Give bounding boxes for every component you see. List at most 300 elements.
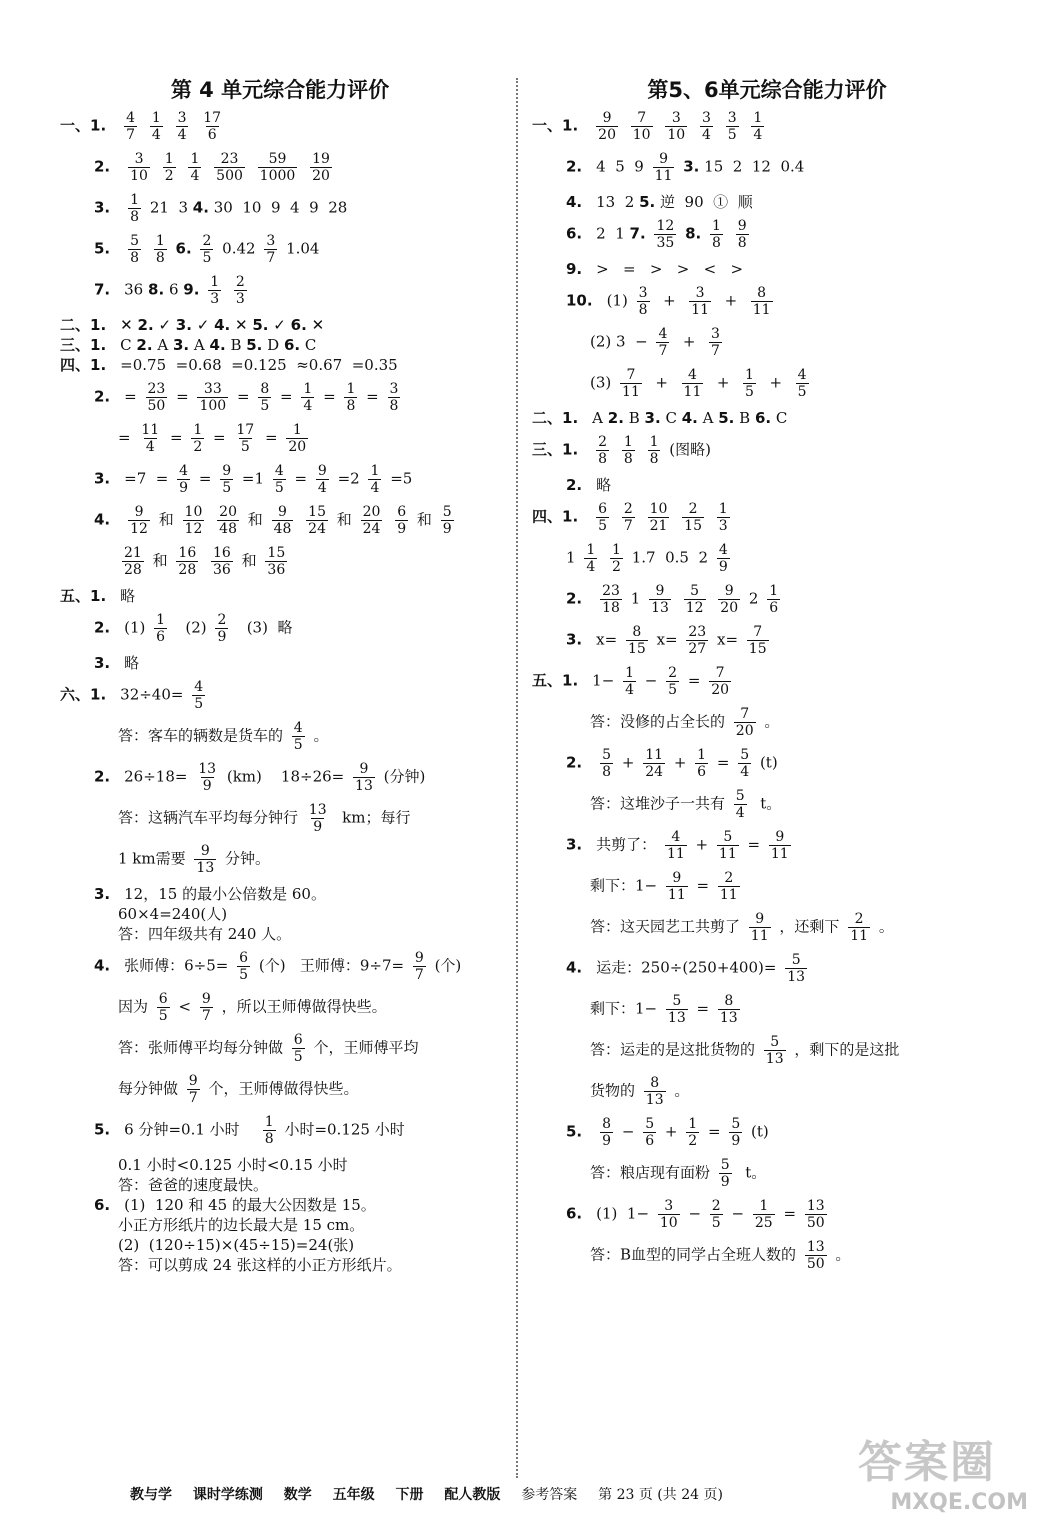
- fraction-denominator: 50: [806, 1215, 825, 1231]
- question-number: 3.: [94, 654, 111, 672]
- answer-text: t。: [740, 1163, 767, 1182]
- answer-line: [60, 192, 500, 225]
- fraction: [264, 233, 277, 266]
- section-number: 四、: [60, 356, 91, 374]
- left-answers: [60, 110, 500, 1275]
- answer-line: [532, 1116, 1002, 1149]
- right-answers: [532, 110, 1002, 1272]
- column-divider: [516, 78, 518, 1478]
- fraction: [139, 422, 161, 455]
- question-number: 3.: [94, 198, 111, 217]
- fraction-denominator: 28: [178, 562, 197, 578]
- answer-line: [532, 1157, 1002, 1190]
- fraction: [353, 761, 375, 794]
- right-column: [532, 70, 1002, 1280]
- fraction: [234, 422, 256, 455]
- answer-line: [532, 665, 1002, 698]
- fraction-denominator: 6: [156, 629, 166, 645]
- fraction: [644, 1075, 666, 1108]
- fraction-denominator: 27: [688, 641, 707, 657]
- fraction-numerator: 1: [156, 612, 166, 628]
- question-number: 2.: [566, 589, 583, 608]
- answer-text: 答：这天园艺工共剪了: [590, 917, 741, 936]
- answer-text: =: [265, 428, 278, 447]
- fraction-denominator: 500: [216, 168, 243, 184]
- fraction: [286, 422, 308, 455]
- fraction: [666, 993, 688, 1026]
- question-number: 2.: [137, 316, 154, 334]
- answer-line: [532, 408, 1002, 428]
- fraction-numerator: 9: [201, 991, 211, 1007]
- fraction-numerator: 1: [292, 422, 302, 438]
- answer-text: −: [644, 671, 658, 690]
- fraction: [689, 285, 711, 318]
- fraction-denominator: 21: [649, 518, 668, 534]
- fraction-denominator: 5: [668, 682, 678, 698]
- question-number: 5.: [252, 316, 269, 334]
- answer-text: (3) 略: [237, 618, 293, 637]
- question-number: 3.: [175, 316, 192, 334]
- fraction-denominator: 5: [194, 696, 204, 712]
- fraction: [316, 463, 329, 496]
- fraction-denominator: 10: [667, 127, 686, 143]
- answer-text: (t): [751, 1122, 769, 1141]
- fraction-numerator: 5: [731, 1116, 741, 1132]
- answer-line: [60, 1195, 500, 1215]
- fraction-numerator: 4: [658, 326, 668, 342]
- question-number: 2.: [94, 618, 111, 637]
- answer-text: −: [621, 1122, 635, 1141]
- fraction: [211, 545, 233, 578]
- fraction-denominator: 13: [719, 1010, 738, 1026]
- answer-text: 。: [313, 726, 329, 745]
- question-number: 9.: [183, 280, 200, 299]
- fraction-denominator: 36: [213, 562, 231, 578]
- fraction: [214, 151, 245, 184]
- answer-text: 答：四年级共有 240 人。: [118, 925, 292, 943]
- answer-text: +: [695, 835, 709, 854]
- fraction-denominator: 4: [586, 559, 596, 575]
- question-number: 6.: [566, 1204, 583, 1223]
- fraction-denominator: 7: [414, 967, 424, 983]
- fraction-numerator: 9: [134, 504, 144, 520]
- fraction-numerator: 6: [293, 1032, 303, 1048]
- fraction-denominator: 9: [718, 559, 728, 575]
- watermark-url: MXQE.COM: [890, 1490, 1028, 1515]
- fraction: [600, 1116, 613, 1149]
- answer-text: 6: [168, 280, 179, 299]
- fraction-numerator: 1: [769, 583, 779, 599]
- answer-text: 答：可以剪成 24 张这样的小正方形纸片。: [118, 1256, 402, 1274]
- question-number: 6.: [94, 1196, 111, 1214]
- fraction-numerator: 1: [151, 110, 161, 126]
- question-number: 4.: [214, 316, 231, 334]
- fraction-denominator: 11: [691, 302, 710, 318]
- answer-text: =0.75 =0.68 =0.125 ≈0.67 =0.35: [120, 356, 398, 374]
- fraction-denominator: 50: [147, 398, 166, 414]
- answer-text: =: [176, 387, 189, 406]
- answer-line: [60, 720, 500, 753]
- fraction: [622, 501, 635, 534]
- question-number: 7.: [629, 224, 646, 243]
- fraction: [200, 991, 213, 1024]
- fraction-denominator: 11: [622, 384, 640, 400]
- fraction-denominator: 8: [155, 250, 165, 266]
- fraction: [258, 151, 298, 184]
- fraction: [596, 434, 609, 467]
- answer-line: [532, 218, 1002, 251]
- answer-text: 。: [764, 712, 780, 731]
- answer-text: −: [731, 1204, 745, 1223]
- answer-text: (2): [175, 618, 207, 637]
- fraction: [183, 504, 205, 537]
- fraction-denominator: 5: [158, 1008, 168, 1024]
- answer-text: =: [118, 428, 131, 447]
- fraction-numerator: 15: [267, 545, 286, 561]
- fraction-denominator: 2: [688, 1133, 698, 1149]
- fraction-denominator: 4: [370, 480, 380, 496]
- fraction: [124, 110, 137, 143]
- section-number: 三、: [60, 336, 91, 354]
- answer-line: [60, 1255, 500, 1275]
- fraction-numerator: 8: [602, 1116, 612, 1132]
- fraction-numerator: 9: [278, 504, 287, 520]
- answer-text: =: [294, 469, 308, 488]
- fraction-numerator: 20: [219, 504, 237, 520]
- fraction-numerator: 23: [147, 381, 166, 397]
- answer-text: =: [213, 428, 226, 447]
- question-number: 4.: [566, 958, 583, 977]
- fraction-numerator: 1: [155, 233, 165, 249]
- answer-text: 运走：250÷(250+400)=: [596, 958, 777, 977]
- fraction-denominator: 11: [666, 846, 685, 862]
- answer-text: =: [280, 387, 293, 406]
- answer-text: A: [592, 409, 603, 427]
- fraction: [220, 463, 233, 496]
- fraction: [717, 829, 739, 862]
- left-column: [60, 70, 500, 1275]
- fraction: [769, 829, 791, 862]
- fraction-denominator: 6: [645, 1133, 655, 1149]
- question-number: 6.: [175, 239, 192, 258]
- question-number: 7.: [94, 280, 111, 299]
- section-number: 五、: [532, 671, 563, 690]
- fraction: [301, 381, 314, 414]
- fraction-numerator: 6: [158, 991, 168, 1007]
- question-number: 6.: [290, 316, 307, 334]
- answer-line: [532, 501, 1002, 534]
- fraction-numerator: 2: [598, 434, 608, 450]
- fraction-numerator: 9: [655, 583, 665, 599]
- fraction-numerator: 2: [235, 274, 245, 290]
- answer-line: [532, 326, 1002, 359]
- fraction: [154, 233, 167, 266]
- answer-line: [60, 904, 500, 924]
- question-number: 1.: [90, 587, 107, 605]
- answer-text: 张师傅：6÷5=: [124, 956, 229, 975]
- fraction: [734, 706, 756, 739]
- footer-brand: 教与学: [130, 1487, 172, 1503]
- answer-text: 略: [124, 654, 140, 672]
- fraction: [637, 285, 650, 318]
- answer-text: (图略): [669, 440, 711, 459]
- fraction-numerator: 11: [645, 747, 664, 763]
- fraction-denominator: 8: [712, 235, 721, 251]
- fraction-numerator: 5: [602, 747, 612, 763]
- fraction-numerator: 1: [759, 1198, 769, 1214]
- fraction: [785, 952, 807, 985]
- fraction-denominator: 5: [598, 518, 608, 534]
- fraction-numerator: 1: [190, 151, 200, 167]
- fraction: [717, 542, 730, 575]
- fraction: [648, 501, 670, 534]
- answer-text: =: [236, 387, 250, 406]
- fraction: [177, 463, 190, 496]
- answer-line: [60, 545, 500, 578]
- answer-text: 和: [158, 510, 174, 529]
- fraction: [709, 665, 731, 698]
- question-number: 2.: [566, 753, 583, 772]
- fraction-denominator: 12: [184, 521, 203, 537]
- fraction-numerator: 3: [638, 285, 648, 301]
- answer-line: [532, 747, 1002, 780]
- fraction-denominator: 7: [266, 250, 276, 266]
- fraction: [176, 545, 198, 578]
- answer-text: ✕: [235, 316, 248, 334]
- fraction-numerator: 1: [303, 381, 313, 397]
- fraction-denominator: 11: [719, 887, 738, 903]
- fraction-numerator: 2: [217, 612, 227, 628]
- fraction-numerator: 9: [737, 218, 747, 234]
- fraction-numerator: 16: [213, 545, 231, 561]
- fraction-denominator: 9: [602, 1133, 612, 1149]
- answer-text: > = > > < >: [596, 260, 744, 278]
- answer-text: ，还剩下: [779, 917, 840, 936]
- question-number: 1.: [90, 336, 107, 354]
- answer-text: =: [696, 999, 710, 1018]
- fraction-numerator: 8: [650, 1075, 660, 1091]
- fraction-numerator: 9: [775, 829, 785, 845]
- answer-line: [60, 274, 500, 307]
- question-number: 2.: [607, 409, 624, 427]
- fraction-numerator: 3: [664, 1198, 674, 1214]
- fraction-denominator: 5: [222, 480, 232, 496]
- fraction-numerator: 1: [625, 665, 634, 681]
- answer-text: x=: [596, 630, 618, 649]
- fraction-denominator: 12: [130, 521, 148, 537]
- question-number: 6.: [566, 224, 583, 243]
- fraction-denominator: 4: [177, 127, 187, 143]
- question-number: 2.: [566, 476, 583, 494]
- fraction-denominator: 8: [346, 398, 356, 414]
- fraction-numerator: 4: [687, 367, 697, 383]
- answer-text: +: [658, 291, 681, 310]
- answer-text: ✓: [196, 316, 210, 334]
- fraction-denominator: 10: [130, 168, 148, 184]
- fraction: [272, 504, 294, 537]
- fraction-numerator: 3: [711, 326, 720, 342]
- fraction: [600, 747, 613, 780]
- fraction-numerator: 3: [134, 151, 144, 167]
- answer-text: =: [747, 835, 761, 854]
- fraction-numerator: 10: [649, 501, 668, 517]
- fraction-denominator: 2: [193, 439, 203, 455]
- fraction: [197, 381, 228, 414]
- fraction: [128, 192, 141, 225]
- answer-text: =: [169, 428, 183, 447]
- fraction-numerator: 5: [442, 504, 452, 520]
- fraction-numerator: 9: [317, 463, 327, 479]
- answer-text: 2 1: [596, 224, 625, 243]
- fraction-denominator: 4: [753, 127, 763, 143]
- answer-text: C: [775, 409, 788, 427]
- answer-line: [532, 475, 1002, 495]
- question-number: 1.: [90, 316, 107, 334]
- fraction-denominator: 5: [797, 384, 807, 400]
- question-number: 5.: [718, 409, 735, 427]
- question-number: 5.: [94, 1120, 111, 1139]
- fraction-denominator: 4: [701, 127, 711, 143]
- answer-text: 1 km需要: [118, 849, 186, 868]
- answer-text: +: [764, 373, 787, 392]
- fraction: [620, 367, 642, 400]
- question-number: 2.: [94, 387, 111, 406]
- fraction: [292, 720, 305, 753]
- fraction-numerator: 5: [130, 233, 140, 249]
- answer-line: [532, 1034, 1002, 1067]
- fraction: [187, 1073, 200, 1106]
- fraction-denominator: 13: [645, 1092, 664, 1108]
- answer-text: +: [678, 332, 701, 351]
- answer-text: (1): [124, 618, 146, 637]
- fraction-numerator: 2: [202, 233, 212, 249]
- fraction-denominator: 7: [188, 1090, 198, 1106]
- fraction: [610, 542, 623, 575]
- fraction-denominator: 36: [267, 562, 286, 578]
- fraction-denominator: 7: [623, 518, 633, 534]
- question-number: 10.: [566, 291, 593, 310]
- fraction-denominator: 4: [151, 127, 161, 143]
- fraction: [700, 110, 713, 143]
- fraction-denominator: 9: [397, 521, 407, 537]
- fraction-numerator: 20: [362, 504, 381, 520]
- fraction-denominator: 24: [362, 521, 381, 537]
- fraction: [196, 761, 218, 794]
- fraction-numerator: 5: [723, 829, 733, 845]
- fraction-denominator: 6: [697, 764, 707, 780]
- fraction-denominator: 1000: [259, 168, 296, 184]
- answer-text: ✓: [158, 316, 172, 334]
- answer-line: [60, 1215, 500, 1235]
- question-number: 4.: [566, 193, 583, 211]
- answer-text: ，所以王师傅做得快些。: [221, 997, 387, 1016]
- answer-line: [60, 233, 500, 266]
- fraction-numerator: 1: [688, 1116, 698, 1132]
- answer-text: +: [712, 373, 735, 392]
- answer-line: [60, 110, 500, 143]
- fraction-numerator: 4: [179, 463, 189, 479]
- fraction-numerator: 9: [359, 761, 369, 777]
- question-number: 9.: [566, 260, 583, 278]
- fraction-denominator: 5: [202, 250, 212, 266]
- answer-line: [532, 706, 1002, 739]
- answer-line: [532, 542, 1002, 575]
- fraction-numerator: 1: [193, 422, 203, 438]
- fraction: [307, 802, 329, 835]
- answer-text: 个，王师傅做得快些。: [208, 1079, 359, 1098]
- answer-line: [60, 463, 500, 496]
- fraction-denominator: 8: [130, 209, 140, 225]
- answer-line: [532, 911, 1002, 944]
- fraction: [643, 1116, 656, 1149]
- section-number: 一、: [60, 116, 91, 135]
- fraction-denominator: 11: [770, 846, 789, 862]
- answer-text: 4 5 9: [596, 157, 644, 176]
- fraction-denominator: 100: [199, 398, 227, 414]
- question-number: 1.: [90, 116, 107, 135]
- fraction-numerator: 1: [753, 110, 763, 126]
- fraction-numerator: 6: [397, 504, 407, 520]
- fraction-numerator: 9: [188, 1073, 198, 1089]
- fraction-numerator: 13: [198, 761, 217, 777]
- fraction-denominator: 25: [754, 1215, 773, 1231]
- fraction-denominator: 3: [718, 518, 728, 534]
- fraction: [796, 367, 809, 400]
- answer-line: [532, 993, 1002, 1026]
- question-number: 5.: [639, 193, 656, 211]
- answer-text: x=: [656, 630, 678, 649]
- fraction-numerator: 6: [598, 501, 608, 517]
- fraction-denominator: 15: [627, 641, 646, 657]
- fraction-denominator: 9: [720, 1174, 730, 1190]
- fraction-numerator: 8: [724, 993, 734, 1009]
- fraction: [805, 1198, 827, 1231]
- fraction-denominator: 3: [210, 291, 220, 307]
- answer-text: 和: [241, 551, 257, 570]
- answer-text: 32÷40=: [120, 685, 184, 704]
- answer-text: =2: [337, 469, 360, 488]
- fraction-numerator: 2: [623, 501, 633, 517]
- answer-line: [60, 802, 500, 835]
- fraction-numerator: 1: [718, 501, 728, 517]
- fraction-numerator: 1: [264, 1114, 274, 1130]
- section-number: 六、: [60, 685, 91, 704]
- fraction-denominator: 5: [260, 398, 270, 414]
- fraction: [263, 1114, 276, 1147]
- fraction-numerator: 5: [740, 747, 750, 763]
- fraction-numerator: 19: [312, 151, 330, 167]
- answer-text: =: [783, 1204, 797, 1223]
- fraction-denominator: 10: [659, 1215, 678, 1231]
- fraction-numerator: 3: [389, 381, 399, 397]
- fraction: [626, 624, 648, 657]
- fraction-numerator: 2: [711, 1198, 721, 1214]
- fraction: [128, 151, 150, 184]
- fraction: [736, 218, 749, 251]
- fraction: [682, 367, 704, 400]
- answer-text: C: [665, 409, 677, 427]
- footer-section: 参考答案: [521, 1487, 578, 1503]
- answer-text: =: [124, 387, 137, 406]
- question-number: 1.: [562, 671, 579, 690]
- fraction-denominator: 28: [124, 562, 142, 578]
- answer-text: 36: [124, 280, 144, 299]
- fraction-denominator: 9: [202, 778, 212, 794]
- fraction: [361, 504, 383, 537]
- fraction: [717, 501, 730, 534]
- answer-text: (1) 1−: [596, 1204, 650, 1223]
- answer-text: 答：爸爸的速度最快。: [118, 1176, 269, 1194]
